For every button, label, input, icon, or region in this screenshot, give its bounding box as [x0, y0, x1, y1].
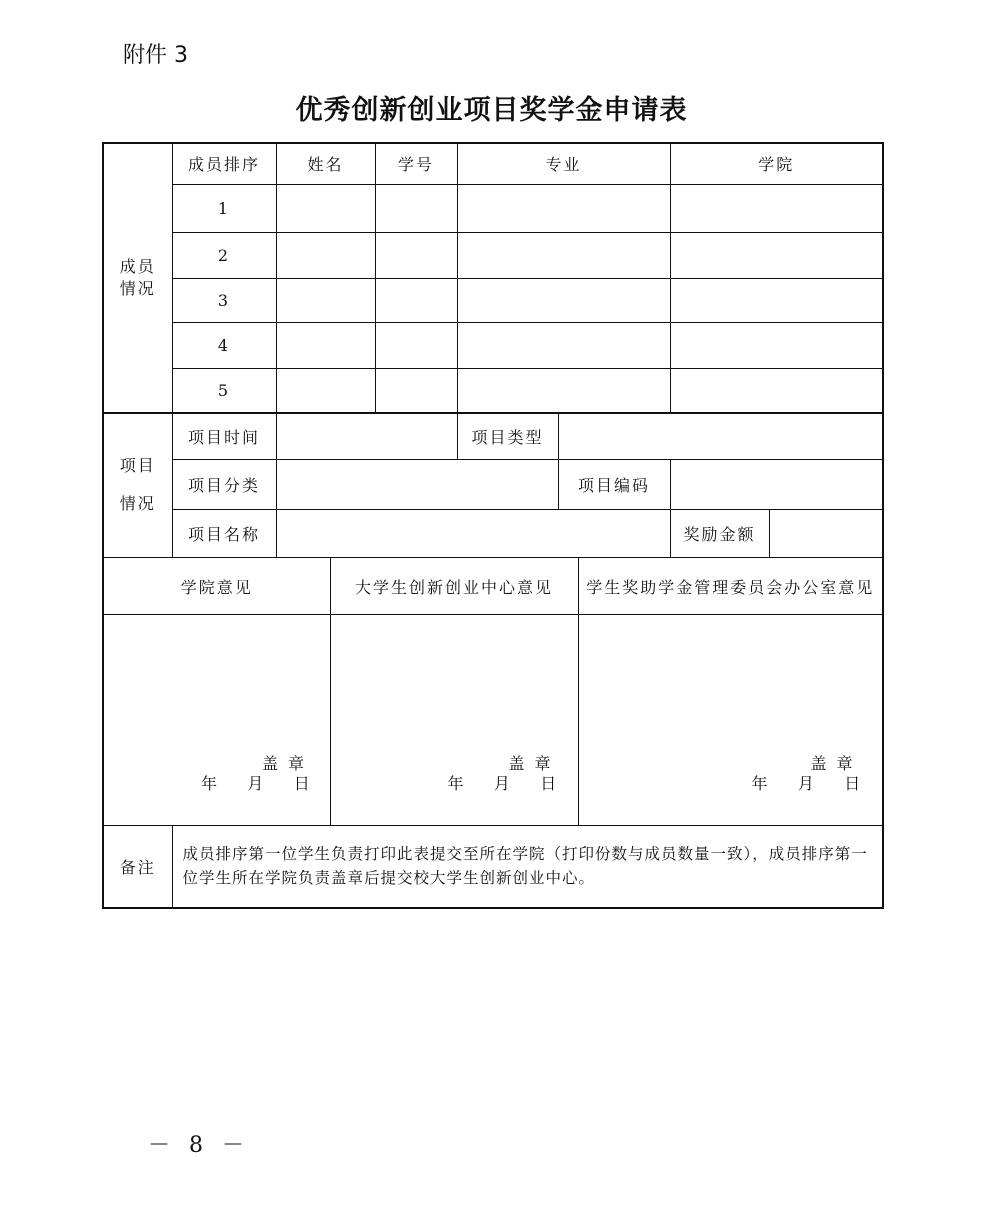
header-name: 姓名	[276, 143, 375, 184]
project-category-field[interactable]	[276, 460, 558, 510]
members-table	[102, 142, 884, 414]
member-student-id-field[interactable]	[375, 278, 457, 322]
member-order: 1	[172, 184, 276, 232]
seal-label: 盖章	[508, 754, 561, 773]
date-label: 年 月 日	[447, 774, 559, 793]
member-student-id-field[interactable]	[375, 184, 457, 232]
college-opinion-field[interactable]	[103, 615, 330, 826]
project-time-field[interactable]	[276, 413, 457, 460]
remarks-text: 成员排序第一位学生负责打印此表提交至所在学院（打印份数与成员数量一致），成员排序第一位学生所在学院负责盖章后提交校大学生创新创业中心。	[172, 826, 883, 908]
member-order: 4	[172, 322, 276, 368]
member-name-field[interactable]	[276, 368, 375, 413]
member-major-field[interactable]	[457, 278, 670, 322]
center-opinion-field[interactable]	[330, 615, 578, 826]
project-table	[102, 412, 884, 558]
members-section-label: 成员 情况	[103, 143, 172, 413]
member-major-field[interactable]	[457, 232, 670, 278]
member-major-field[interactable]	[457, 184, 670, 232]
member-name-field[interactable]	[276, 232, 375, 278]
member-college-field[interactable]	[670, 278, 883, 322]
date-label: 年 月 日	[751, 774, 863, 793]
member-college-field[interactable]	[670, 232, 883, 278]
attachment-label: 附件 3	[123, 43, 188, 68]
date-label: 年 月 日	[201, 774, 312, 793]
project-section-label: 项目 情况	[103, 413, 172, 558]
member-row	[103, 184, 883, 232]
member-major-field[interactable]	[457, 322, 670, 368]
member-row	[103, 368, 883, 413]
remarks-label: 备注	[103, 826, 172, 908]
member-major-field[interactable]	[457, 368, 670, 413]
header-college: 学院	[670, 143, 883, 184]
member-order: 2	[172, 232, 276, 278]
member-student-id-field[interactable]	[375, 322, 457, 368]
member-student-id-field[interactable]	[375, 232, 457, 278]
header-major: 专业	[457, 143, 670, 184]
opinion-table	[102, 557, 884, 826]
seal-label: 盖章	[262, 754, 315, 773]
member-order: 5	[172, 368, 276, 413]
seal-label: 盖章	[810, 754, 863, 773]
member-college-field[interactable]	[670, 368, 883, 413]
college-opinion-label: 学院意见	[103, 558, 330, 615]
member-row	[103, 232, 883, 278]
member-college-field[interactable]	[670, 184, 883, 232]
member-name-field[interactable]	[276, 278, 375, 322]
header-order: 成员排序	[172, 143, 276, 184]
member-row	[103, 278, 883, 322]
office-opinion-field[interactable]	[578, 615, 883, 826]
member-college-field[interactable]	[670, 322, 883, 368]
project-type-field[interactable]	[558, 413, 883, 460]
header-student-id: 学号	[375, 143, 457, 184]
page-title: 优秀创新创业项目奖学金申请表	[295, 95, 688, 126]
member-order: 3	[172, 278, 276, 322]
member-name-field[interactable]	[276, 184, 375, 232]
remarks-table	[102, 825, 884, 909]
project-time-label: 项目时间	[172, 413, 276, 460]
project-category-label: 项目分类	[172, 460, 276, 510]
project-type-label: 项目类型	[457, 413, 558, 460]
project-name-field[interactable]	[276, 510, 670, 558]
project-code-field[interactable]	[670, 460, 883, 510]
project-code-label: 项目编码	[558, 460, 670, 510]
member-row	[103, 322, 883, 368]
page-number: － 8 －	[148, 1133, 250, 1158]
project-name-label: 项目名称	[172, 510, 276, 558]
center-opinion-label: 大学生创新创业中心意见	[330, 558, 578, 615]
award-amount-label: 奖励金额	[670, 510, 769, 558]
office-opinion-label: 学生奖助学金管理委员会办公室意见	[578, 558, 883, 615]
member-student-id-field[interactable]	[375, 368, 457, 413]
member-name-field[interactable]	[276, 322, 375, 368]
award-amount-field[interactable]	[769, 510, 883, 558]
